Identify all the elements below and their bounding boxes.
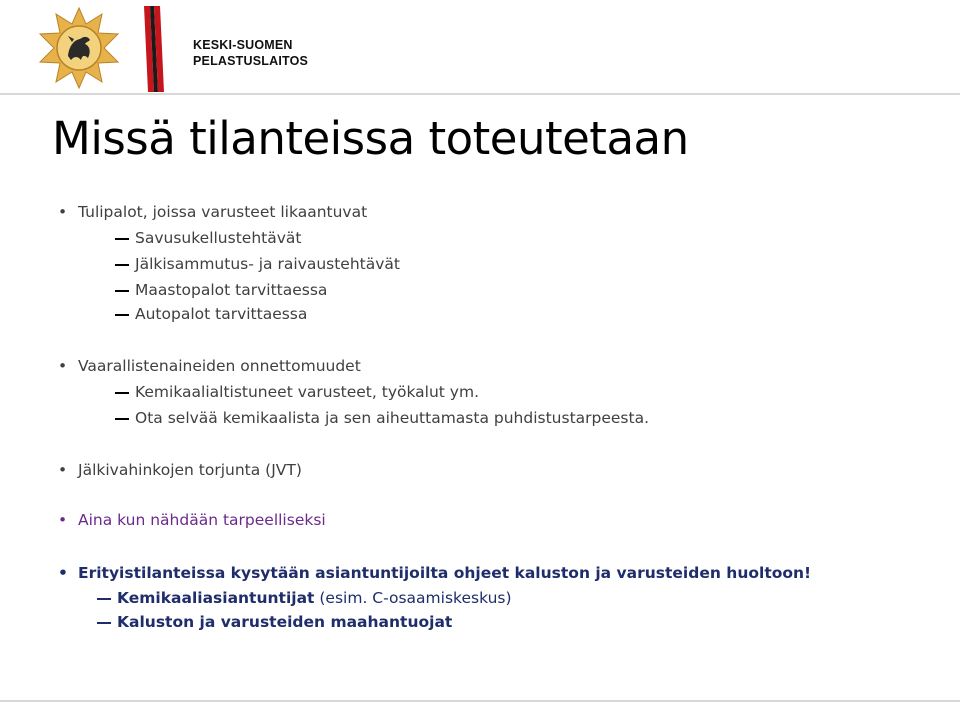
dash-icon xyxy=(115,392,129,394)
bullet-dot-icon: • xyxy=(58,511,68,529)
sub-text: Kaluston ja varusteiden maahantuojat xyxy=(117,613,453,631)
sub-text-normal: (esim. C-osaamiskeskus) xyxy=(314,589,512,607)
bullet-text: Erityistilanteissa kysytään asiantuntijoilta ohjeet kaluston ja varusteiden huoltoon! xyxy=(78,564,812,582)
dash-icon xyxy=(115,418,129,420)
bullet-dot-icon: • xyxy=(58,357,68,375)
bullet-text: Tulipalot, joissa varusteet likaantuvat xyxy=(78,203,368,221)
sub-text: Savusukellustehtävät xyxy=(135,229,302,247)
bullet-text: Vaarallistenaineiden onnettomuudet xyxy=(78,357,361,375)
dash-icon xyxy=(115,264,129,266)
sub-text: Kemikaalialtistuneet varusteet, työkalut ym. xyxy=(135,383,480,401)
header-divider xyxy=(0,93,960,95)
dash-icon xyxy=(115,314,129,316)
dash-icon xyxy=(115,238,129,240)
footer-divider xyxy=(0,700,960,702)
fire-department-emblem-icon xyxy=(38,6,120,90)
dash-icon xyxy=(97,622,111,624)
brand-stripes-icon xyxy=(142,6,164,92)
sub-text: Autopalot tarvittaessa xyxy=(135,305,308,323)
bullet-dot-icon: • xyxy=(58,461,68,479)
sub-text: Maastopalot tarvittaessa xyxy=(135,281,328,299)
organization-name-line1: KESKI-SUOMEN xyxy=(193,38,293,52)
organization-name xyxy=(193,37,308,69)
sub-text: Ota selvää kemikaalista ja sen aiheuttamasta puhdistustarpeesta. xyxy=(135,409,650,427)
organization-name-line2: PELASTUSLAITOS xyxy=(193,54,309,68)
slide-header xyxy=(0,0,960,96)
sub-text xyxy=(117,588,512,608)
bullet-text: Jälkivahinkojen torjunta (JVT) xyxy=(78,461,302,479)
sub-text-bold: Kemikaaliasiantuntijat xyxy=(117,589,315,607)
bullet-dot-icon: • xyxy=(58,203,68,221)
sub-text: Jälkisammutus- ja raivaustehtävät xyxy=(135,255,400,273)
dash-icon xyxy=(115,290,129,292)
bullet-text: Aina kun nähdään tarpeelliseksi xyxy=(78,511,326,529)
dash-icon xyxy=(97,598,111,600)
slide-title: Missä tilanteissa toteutetaan xyxy=(52,112,689,165)
bullet-dot-icon: • xyxy=(58,564,68,582)
